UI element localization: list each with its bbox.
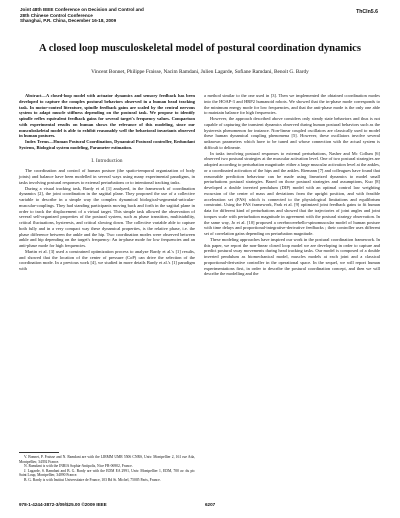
footnote: B. G. Bardy is with Institut Universitaire de France, 103 Bd St. Michel, 75005 Paris, France. <box>24 477 161 482</box>
footnote-divider <box>19 452 59 453</box>
section-heading: I. Introduction <box>91 158 123 164</box>
conference-line: Joint 48th IEEE Conference on Decision and Control and <box>20 7 144 12</box>
affiliation-footnotes <box>19 455 195 483</box>
index-terms-text: Index Terms—Human Postural Coordination, Dynamical Postural controller, Redundant Systems, Biological system modeling, Parameter estimation. <box>19 139 195 150</box>
conference-line: Shanghai, P.R. China, December 16-18, 2009 <box>20 18 117 24</box>
paper-title: A closed loop musculoskeletal model of postural coordination dynamics <box>39 43 361 54</box>
paper-id: ThCIn5.6 <box>356 9 378 15</box>
body-paragraph: a method similar to the one used in [3]. Then we implemented the obtained coordination modes into the HOAP-3 and HRP2 humanoid robots. We showed that the in-phase mode corresponds to the minimum energy mode for low frequencies, and that the anti-phase mode is the only one able to maintain balance for high frequencies. <box>204 93 380 116</box>
isbn-copyright: 978-1-4244-3872-3/09/$25.00 ©2009 IEEE <box>19 502 107 507</box>
abstract <box>19 93 195 139</box>
body-paragraph: These modeling approaches have inspired our work in the postural coordination framework. In this paper, we report the non-linear closed loop model we are developing in order to capture and predict postural sway movements during head tracking tasks. Our model is composed of a double inverted pendulum as biomechanical model, muscles models at each joint and a classical proportional-derivative controller in the operational space. In the sequel, we will report human experimentations first, in order to describe the postural coordination concept, and then we will describe the modelling and the <box>204 236 380 277</box>
footnote: N. Ramdani is with the INRIA Sophia-Antipolis, Nice FR-06902, France. <box>24 464 133 469</box>
footnote: V. Bonnet, P. Fraisse and N. Ramdani are with the LIRMM UMR 5506 CNRS, Univ. Montpellier 2, 161 rue Ada, Montpellier, 34392 France. <box>19 455 195 464</box>
author-list: Vincent Bonnet, Philippe Fraisse, Nacim Ramdani, Julien Lagarde, Sofiane Ramdani, Benoit G. Bardy <box>91 69 309 75</box>
index-terms <box>19 139 195 151</box>
body-paragraph: However, the approach described above considers only steady state behaviors and thus is not capable of capturing the transient dynamics observed during human postural behaviors such as the hysteresis phenomenon for instance. Non-linear coupled oscillators are classically used to model these human dynamical coupling phenomena [5]. However, these oscillators involve several unknown parameters which have to be tuned and whose connection with the actual system is difficult to delineate. <box>204 116 380 150</box>
abstract-text: Abstract—A closed-loop model with actuator dynamics and sensory feedback has been developed to capture the complex postural behaviors observed in a human head tracking task. In motor-control literature, spindle feedback gains are scaled by the central nervous system to adapt muscle stiffness depending on the postural task. We propose to identify spindle reflex equivalent feedback gains for several target's frequency values. Comparison with experimental results on human shows the relevance of this modeling, since our musculoskeletal model is able to exhibit reasonably well the behavioral invariants observed in human postures. <box>19 93 195 139</box>
conference-header <box>20 7 144 24</box>
body-paragraph: The coordination and control of human posture (the spatio-temporal organization of body joints) and balance have been modelled in several ways using many experimental paradigms, in tasks involving postural responses to external perturbations or to intentional tracking tasks. <box>19 168 195 185</box>
footnote: J. Lagarde, S. Ramdani and B. G. Bardy are with the EDM EA 2991, Univ. Montpellier 1, EDM, 700 av. du pic Saint Loup, Montpellier, 34090 France. <box>19 468 195 478</box>
page-number: 6207 <box>205 502 216 507</box>
body-paragraph: During a visual tracking task, Bardy et al [1] analyzed, in the framework of coordination dynamics [2], the joint coordination in the sagittal plane. They proposed the use of a collective variable to describe in a simple way the complex dynamical biological-segmental-articular-muscular-couplings. They had standing participants moving back and forth in the sagittal plane in order to track the displacement of a virtual target. This simple task allowed the observation of several self-organized properties of the postural system, such as phase transition, multistability, critical fluctuations, hysteresis, and critical slowing down. The collective variable able to capture both fully and in a very compact way these dynamical properties, is the relative phase, i.e. the phase difference between the ankle and the hip. Two coordination modes were observed between ankle and hip depending on the target's frequency: An in-phase mode for low frequencies and an anti-phase mode for high frequencies. <box>19 185 195 248</box>
body-paragraph: In tasks involving postural responses to external perturbations, Nasher and Mc Collum [6] observed two postural strategies at the muscular activation level. One of two postural strategies are adopted according to perturbation magnitude: either a large muscular activation level at the ankles, or a coordinated activation of the hips and the ankles. Riemann [7] and colleagues have found that reasonable prediction behaviour can be made using linearized dynamics to model small perturbations postural strategies. Based on those postural strategies and assumptions, Kuo [8] developed a double inverted pendulum (DIP) model with an optimal control law weighting excursion of the center of mass and deviations from the upright position, and with feasible acceleration set (FAS) which is connected to the physiological limitations and equilibrium constraint. Using the FAS framework, Park et al. [9] optimized joint feedback gains to fit human data for different kind of perturbations and showed that the trajectories of joint angles and joint torques scale with perturbation magnitude in agreement with the postural strategy observation. In the same way, Jo et al. [10] proposed a cerebrocerebello-spinomuscular model of human posture with time delays and proportional-integrative-derivative feedbacks ; their controller uses different set of correlation gains depending on perturbation magnitude. <box>204 150 380 236</box>
body-paragraph: Martin et al. [3] used a constrained optimization process to analyze Bardy et al.'s [1] results, and showed that the location of the center of pressure (CoP) can drive the selection of the coordination mode. In a previous work [4], we studied in more details Bardy et al.'s [1] paradigm with <box>19 248 195 271</box>
right-column <box>204 93 380 277</box>
conference-line: 28th Chinese Control Conference <box>20 12 93 18</box>
left-column <box>19 93 195 272</box>
